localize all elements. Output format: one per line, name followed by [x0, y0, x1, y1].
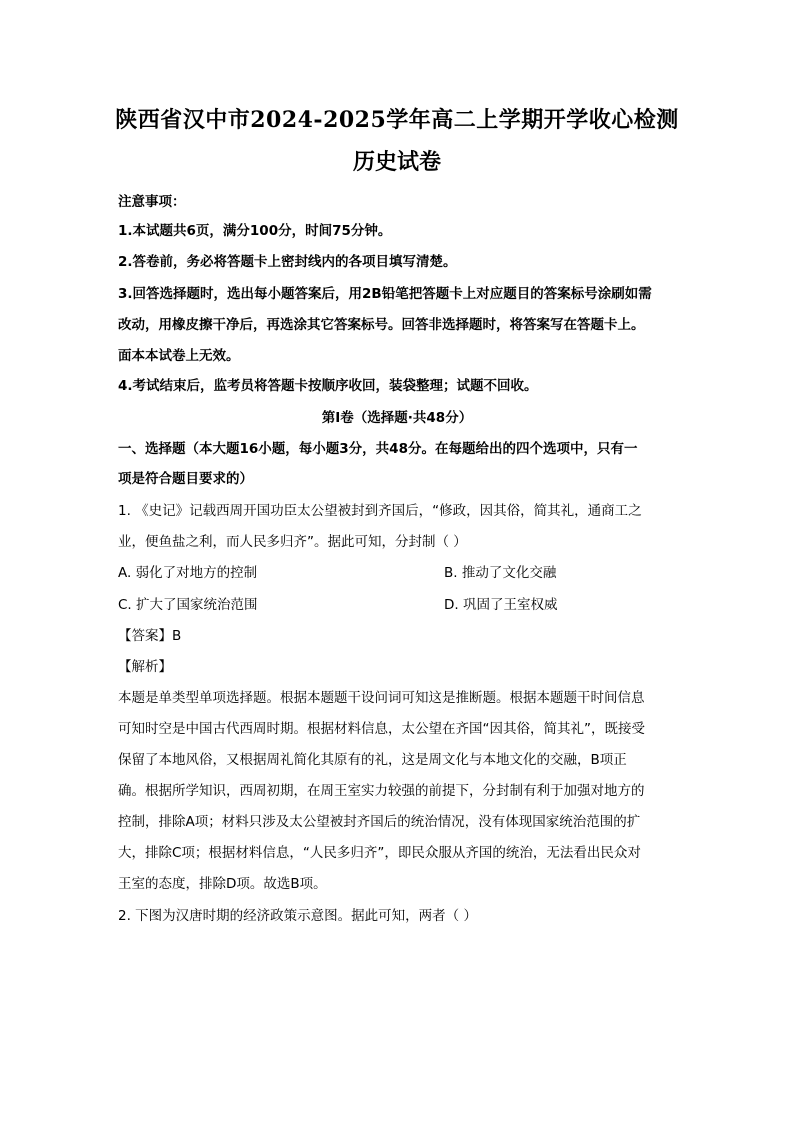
q1-analysis-line: 保留了本地风俗，又根据周礼简化其原有的礼，这是周文化与本地文化的交融，B项正	[118, 752, 627, 768]
q1-option-a: A. 弱化了对地方的控制	[118, 565, 258, 581]
q1-stem-line-1: 1. 《史记》记载西周开国功臣太公望被封到齐国后，“修政，因其俗，简其礼，通商工之	[118, 503, 642, 519]
q1-analysis-line: 王室的态度，排除D项。故选B项。	[118, 876, 327, 892]
part-instruction-line-2: 项是符合题目要求的）	[118, 471, 253, 487]
q1-analysis-line: 确。根据所学知识，西周初期，在周王室实力较强的前提下，分封制有利于加强对地方的	[118, 783, 645, 799]
part-instruction-line-1: 一、选择题（本大题16小题，每小题3分，共48分。在每题给出的四个选项中，只有一	[118, 441, 638, 457]
q1-answer: 【答案】B	[118, 628, 182, 644]
q1-analysis-line: 控制，排除A项；材料只涉及太公望被封齐国后的统治情况，没有体现国家统治范围的扩	[118, 814, 641, 830]
notes-heading: 注意事项：	[118, 194, 186, 210]
q1-option-d: D. 巩固了王室权威	[444, 597, 558, 613]
exam-subject-title: 历史试卷	[352, 149, 441, 175]
note-item-4: 4.考试结束后，监考员将答题卡按顺序收回，装袋整理；试题不回收。	[118, 378, 538, 394]
exam-title: 陕西省汉中市2024-2025学年高二上学期开学收心检测	[115, 107, 679, 133]
note-item-1: 1.本试题共6页，满分100分，时间75分钟。	[118, 223, 392, 239]
q2-stem: 2. 下图为汉唐时期的经济政策示意图。据此可知，两者（ ）	[118, 908, 477, 924]
note-item-3-line-1: 3.回答选择题时，选出每小题答案后，用2B铅笔把答题卡上对应题目的答案标号涂刷如需	[118, 286, 652, 302]
section-title: 第Ⅰ卷（选择题·共48分）	[321, 410, 473, 426]
q1-analysis-heading: 【解析】	[118, 659, 172, 675]
note-item-2: 2.答卷前，务必将答题卡上密封线内的各项目填写清楚。	[118, 254, 457, 270]
q1-option-b: B. 推动了文化交融	[444, 565, 557, 581]
q1-stem-line-2: 业，便鱼盐之利，而人民多归齐”。据此可知，分封制（ ）	[118, 534, 467, 550]
q1-analysis-line: 本题是单类型单项选择题。根据本题题干设问词可知这是推断题。根据本题题干时间信息	[118, 690, 645, 706]
q1-analysis-line: 可知时空是中国古代西周时期。根据材料信息，太公望在齐国“因其俗，简其礼”，既接受	[118, 721, 645, 737]
note-item-3-line-2: 改动，用橡皮擦干净后，再选涂其它答案标号。回答非选择题时，将答案写在答题卡上。	[118, 317, 645, 333]
note-item-3-line-3: 面本本试卷上无效。	[118, 348, 240, 364]
q1-analysis-line: 大，排除C项；根据材料信息，“人民多归齐”，即民众服从齐国的统治，无法看出民众对	[118, 845, 641, 861]
q1-option-c: C. 扩大了国家统治范围	[118, 597, 258, 613]
